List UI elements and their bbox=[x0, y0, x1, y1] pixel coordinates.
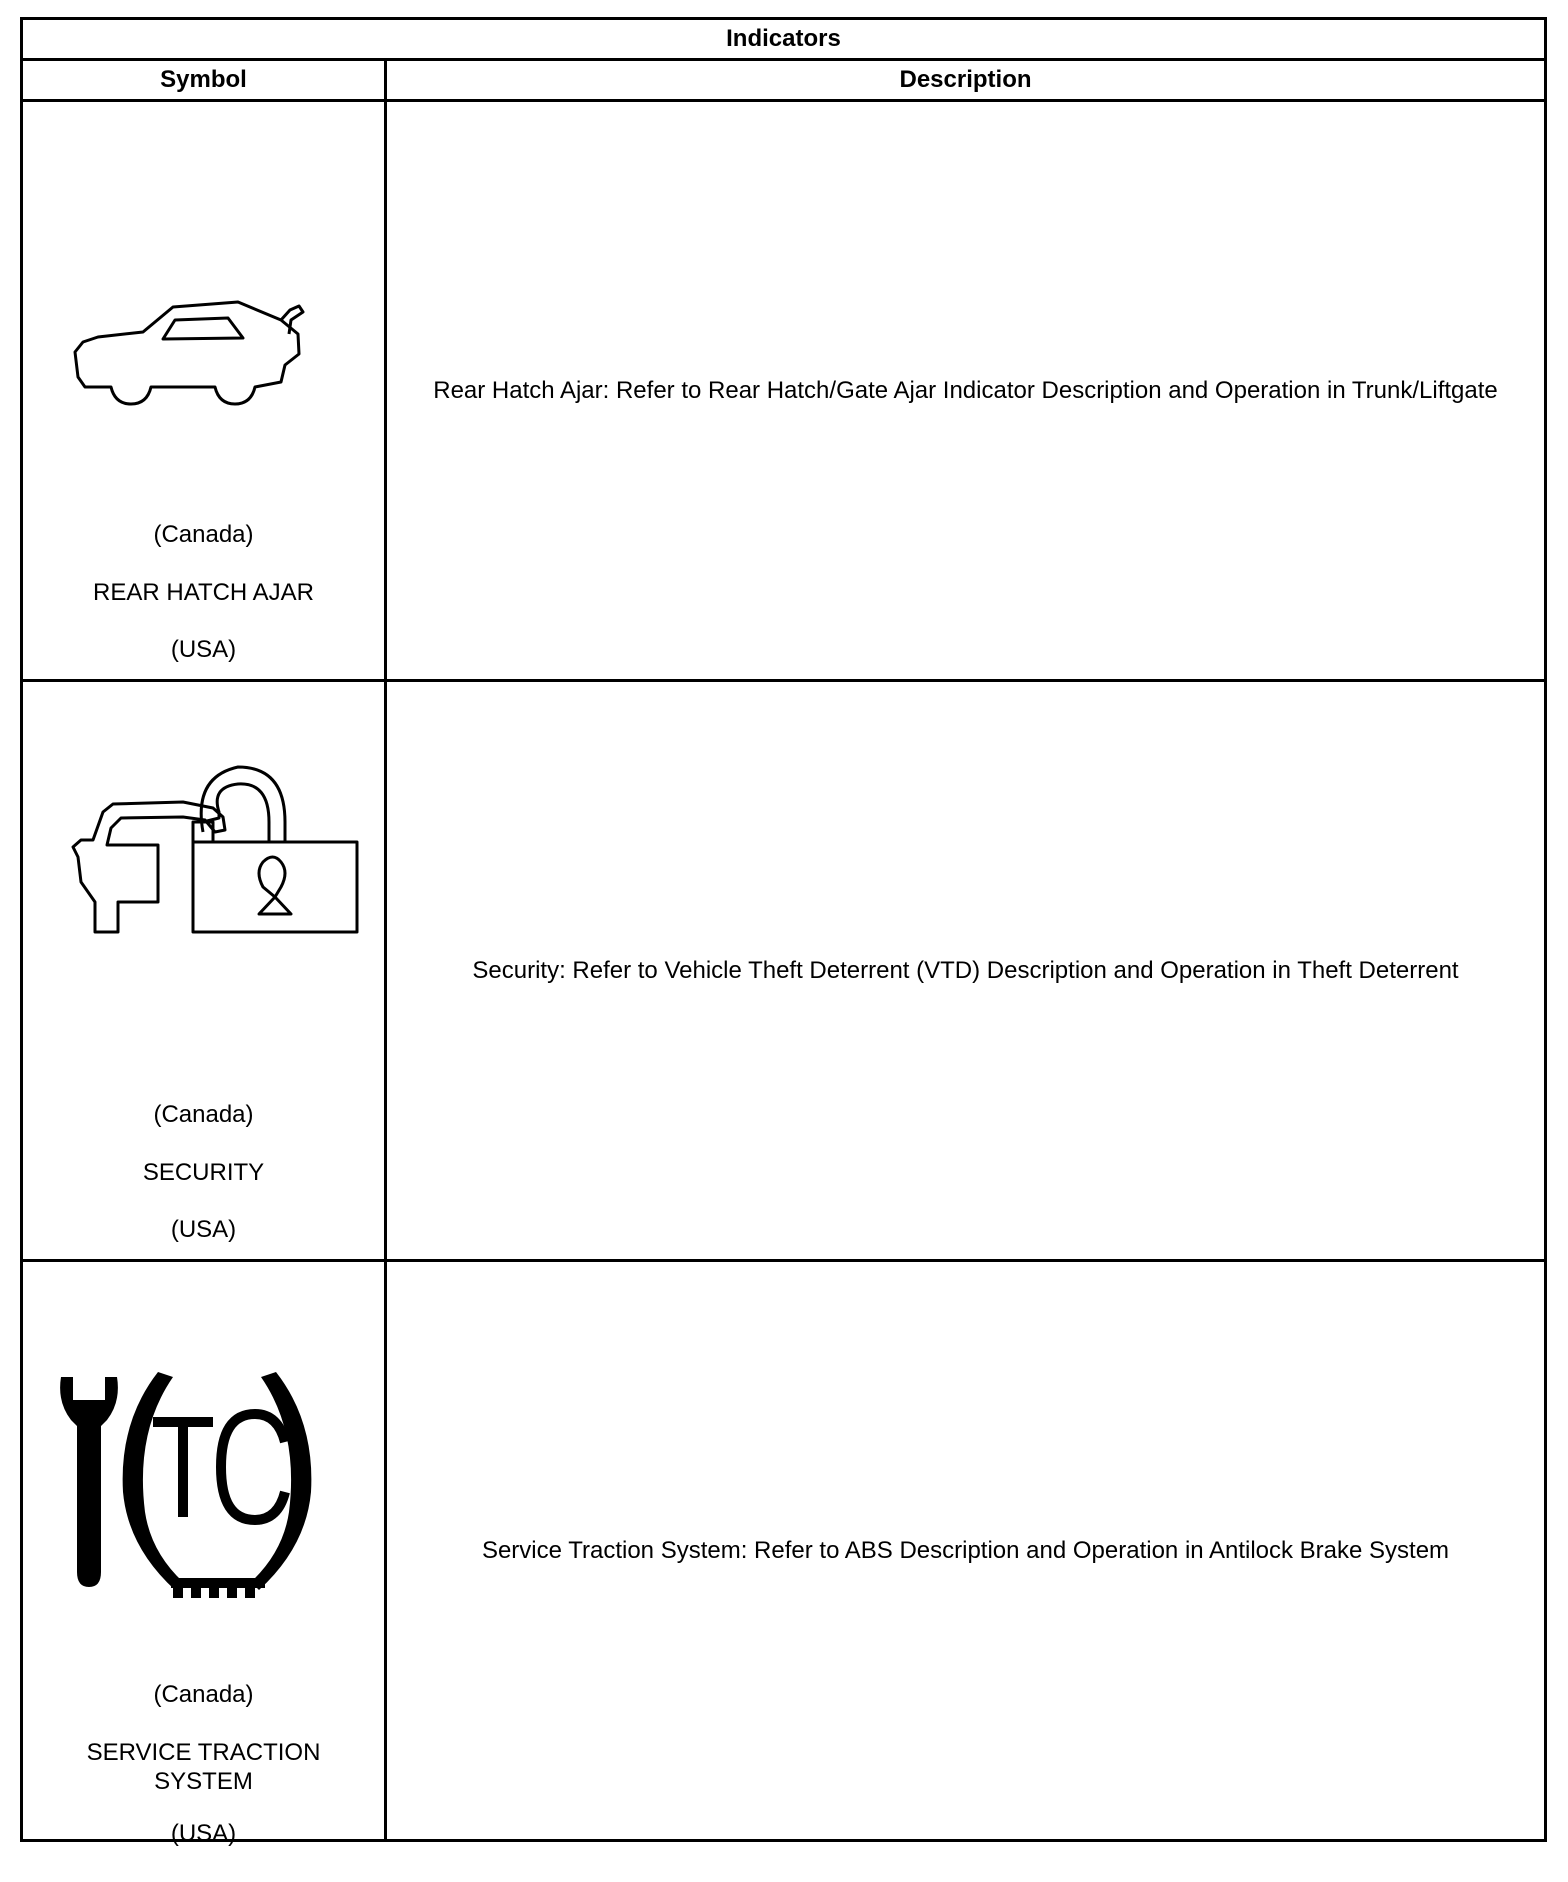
canada-label: (Canada) bbox=[153, 521, 254, 548]
canada-label: (Canada) bbox=[153, 1101, 254, 1128]
description-cell: Service Traction System: Refer to ABS Description and Operation in Antilock Brake System bbox=[386, 1261, 1546, 1841]
table-row bbox=[22, 101, 1546, 681]
indicators-table bbox=[20, 17, 1547, 1847]
usa-label: (USA) bbox=[170, 1820, 237, 1847]
symbol-cell bbox=[22, 101, 386, 681]
table-row bbox=[22, 1261, 1546, 1841]
indicator-name: SERVICE TRACTION SYSTEM bbox=[86, 1739, 321, 1795]
description-cell: Rear Hatch Ajar: Refer to Rear Hatch/Gate Ajar Indicator Description and Operation in Trunk/Liftgate bbox=[386, 101, 1546, 681]
indicator-name: SECURITY bbox=[142, 1159, 265, 1186]
table-title: Indicators bbox=[22, 19, 1546, 60]
usa-label: (USA) bbox=[170, 1216, 237, 1243]
canada-label: (Canada) bbox=[153, 1681, 254, 1708]
table-row bbox=[22, 681, 1546, 1261]
rear-hatch-ajar-icon bbox=[23, 217, 387, 477]
usa-label: (USA) bbox=[170, 636, 237, 663]
symbol-cell bbox=[22, 681, 386, 1261]
description-column-header: Description bbox=[386, 60, 1546, 101]
indicator-name: REAR HATCH AJAR bbox=[93, 579, 314, 606]
symbol-cell bbox=[22, 1261, 386, 1847]
description-cell: Security: Refer to Vehicle Theft Deterrent (VTD) Description and Operation in Theft Deterrent bbox=[386, 681, 1546, 1261]
security-lock-icon bbox=[23, 732, 387, 992]
symbol-column-header: Symbol bbox=[22, 60, 386, 101]
service-traction-icon bbox=[23, 1342, 387, 1602]
